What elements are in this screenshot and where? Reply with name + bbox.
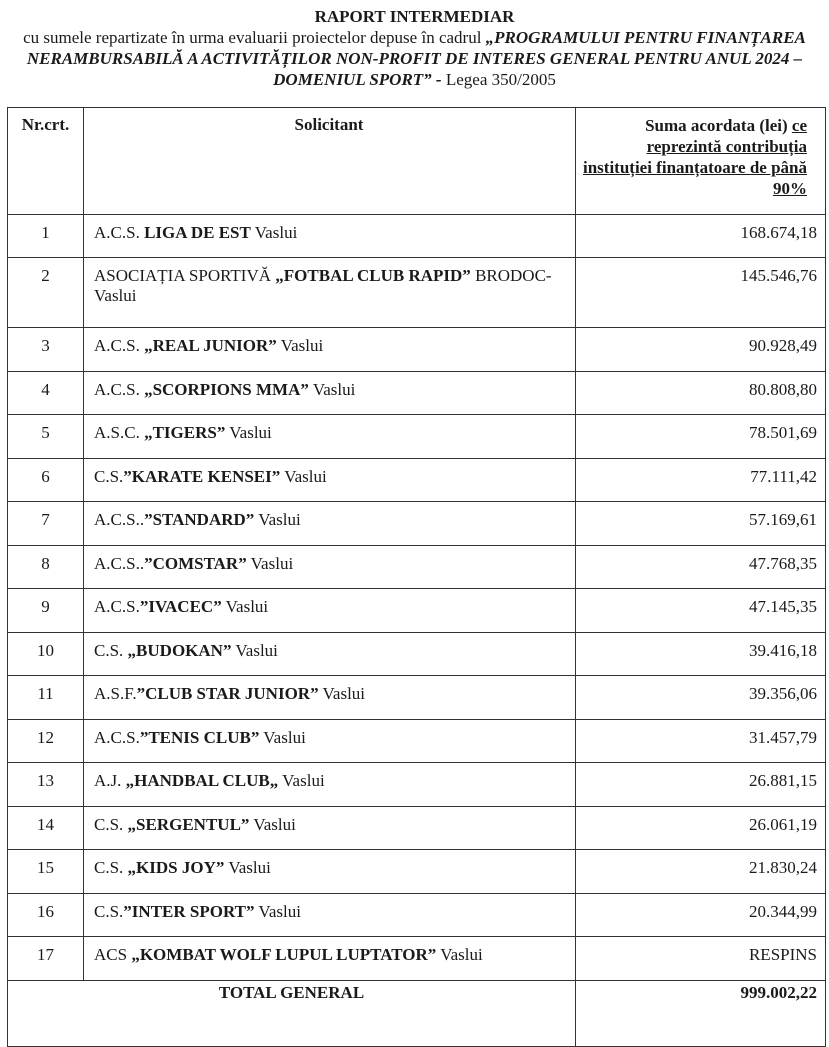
table-row [8, 458, 826, 502]
row-amount: 57.169,61 [576, 502, 826, 546]
row-solicitant [84, 719, 576, 763]
solicitant-name: ”COMSTAR” [144, 553, 247, 573]
row-solicitant [84, 893, 576, 937]
solicitant-prefix: C.S. [94, 466, 124, 486]
row-amount: 47.145,35 [576, 589, 826, 633]
solicitant-suffix: Vaslui [221, 597, 269, 616]
solicitant-prefix: A.C.S.. [94, 510, 145, 529]
solicitant-suffix: Vaslui [254, 901, 301, 921]
solicitant-suffix: Vaslui [246, 553, 294, 573]
row-number: 3 [8, 328, 84, 372]
col-header-suma-note: ce reprezintă contribuția instituției finanțatoare de până 90% [582, 116, 807, 198]
solicitant-suffix: Vaslui [280, 466, 327, 486]
solicitant-name: ”STANDARD” [144, 510, 255, 529]
solicitant-suffix: Vaslui [231, 640, 278, 660]
table-row [8, 258, 826, 328]
table-row [8, 328, 826, 372]
row-amount: 90.928,49 [576, 328, 826, 372]
solicitant-suffix: Vaslui [224, 858, 271, 877]
row-solicitant [84, 850, 576, 894]
solicitant-prefix: A.S.F. [94, 684, 137, 703]
solicitant-suffix: Vaslui [259, 727, 306, 747]
row-solicitant [84, 258, 576, 328]
row-number: 13 [8, 763, 84, 807]
row-number: 6 [8, 458, 84, 502]
row-number: 12 [8, 719, 84, 763]
table-row [8, 719, 826, 763]
solicitant-suffix: Vaslui [318, 684, 366, 703]
row-solicitant [84, 502, 576, 546]
row-solicitant [84, 215, 576, 258]
solicitant-suffix: Vaslui [278, 771, 325, 790]
row-solicitant [84, 415, 576, 459]
solicitant-suffix: Vaslui [308, 379, 356, 399]
solicitant-prefix: A.S.C. [94, 423, 145, 442]
solicitant-name: „SERGENTUL” [127, 814, 250, 834]
solicitant-suffix: Vaslui [250, 223, 298, 242]
col-header-solicitant: Solicitant [84, 108, 576, 215]
row-solicitant [84, 763, 576, 807]
solicitant-suffix: Vaslui [249, 814, 296, 834]
row-number: 14 [8, 806, 84, 850]
row-solicitant [84, 589, 576, 633]
total-label: TOTAL GENERAL [8, 980, 576, 1046]
solicitant-name: ”INTER SPORT” [123, 901, 255, 921]
row-solicitant [84, 371, 576, 415]
solicitant-name: ”KARATE KENSEI” [123, 466, 281, 486]
table-row [8, 806, 826, 850]
solicitant-prefix: C.S. [94, 640, 128, 660]
report-subtitle [5, 27, 825, 90]
solicitant-prefix: A.C.S. [94, 336, 145, 355]
row-amount: 31.457,79 [576, 719, 826, 763]
row-solicitant [84, 328, 576, 372]
subtitle-law: Legea 350/2005 [441, 70, 556, 89]
solicitant-prefix: ACS [94, 945, 132, 964]
table-row [8, 850, 826, 894]
solicitant-prefix: A.C.S. [94, 223, 145, 242]
table-row [8, 502, 826, 546]
row-number: 9 [8, 589, 84, 633]
solicitant-name: LIGA DE EST [144, 223, 251, 242]
solicitant-prefix: A.C.S. [94, 597, 140, 616]
solicitant-name: „KOMBAT WOLF LUPUL LUPTATOR” [131, 945, 437, 964]
row-amount: 39.356,06 [576, 676, 826, 720]
solicitant-suffix: Vaslui [276, 336, 324, 355]
row-solicitant [84, 632, 576, 676]
solicitant-suffix: Vaslui [254, 510, 301, 529]
funding-table [7, 107, 826, 1047]
row-number: 11 [8, 676, 84, 720]
row-solicitant [84, 545, 576, 589]
table-row [8, 937, 826, 981]
row-amount: 47.768,35 [576, 545, 826, 589]
solicitant-name: „KIDS JOY” [127, 858, 225, 877]
row-amount: 20.344,99 [576, 893, 826, 937]
table-row [8, 632, 826, 676]
solicitant-prefix: ASOCIAȚIA SPORTIVĂ [94, 266, 276, 285]
document-header [0, 0, 829, 90]
table-header-row [8, 108, 826, 215]
row-solicitant [84, 937, 576, 981]
col-header-suma-main: Suma acordata (lei) [645, 116, 792, 135]
row-amount: 21.830,24 [576, 850, 826, 894]
row-number: 5 [8, 415, 84, 459]
row-number: 16 [8, 893, 84, 937]
total-row [8, 980, 826, 1046]
solicitant-prefix: C.S. [94, 814, 128, 834]
solicitant-prefix: A.C.S. [94, 727, 140, 747]
solicitant-name: „FOTBAL CLUB RAPID” [275, 266, 471, 285]
row-number: 8 [8, 545, 84, 589]
total-sum: 999.002,22 [576, 980, 826, 1046]
row-amount: RESPINS [576, 937, 826, 981]
table-row [8, 415, 826, 459]
table-row [8, 215, 826, 258]
row-number: 1 [8, 215, 84, 258]
col-header-suma [576, 108, 826, 215]
solicitant-name: ”TENIS CLUB” [139, 727, 260, 747]
table-row [8, 589, 826, 633]
subtitle-program-name: „PROGRAMULUI PENTRU FINANȚAREA NERAMBURSABILĂ A ACTIVITĂȚILOR NON-PROFIT DE INTERES GENERAL PENTRU ANUL 2024 – DOMENIUL SPORT” - [26, 28, 806, 89]
solicitant-name: „HANDBAL CLUB„ [125, 771, 279, 790]
row-amount: 78.501,69 [576, 415, 826, 459]
table-row [8, 763, 826, 807]
solicitant-prefix: A.J. [94, 771, 126, 790]
row-solicitant [84, 806, 576, 850]
solicitant-suffix: Vaslui [436, 945, 483, 964]
subtitle-prefix: cu sumele repartizate în urma evaluarii proiectelor depuse în cadrul [23, 28, 486, 47]
solicitant-name: ”IVACEC” [139, 597, 222, 616]
solicitant-name: „TIGERS” [144, 423, 226, 442]
solicitant-suffix: BRODOC- Vaslui [94, 266, 552, 305]
solicitant-name: ”CLUB STAR JUNIOR” [136, 684, 319, 703]
row-amount: 39.416,18 [576, 632, 826, 676]
row-number: 7 [8, 502, 84, 546]
solicitant-name: „BUDOKAN” [127, 640, 232, 660]
table-row [8, 893, 826, 937]
row-solicitant [84, 676, 576, 720]
row-amount: 80.808,80 [576, 371, 826, 415]
solicitant-name: „SCORPIONS MMA” [144, 379, 309, 399]
row-amount: 168.674,18 [576, 215, 826, 258]
row-number: 17 [8, 937, 84, 981]
solicitant-prefix: A.C.S. [94, 379, 145, 399]
solicitant-prefix: C.S. [94, 858, 128, 877]
row-amount: 26.061,19 [576, 806, 826, 850]
col-header-nr: Nr.crt. [8, 108, 84, 215]
table-row [8, 676, 826, 720]
row-number: 15 [8, 850, 84, 894]
row-amount: 26.881,15 [576, 763, 826, 807]
table-row [8, 545, 826, 589]
row-solicitant [84, 458, 576, 502]
row-number: 2 [8, 258, 84, 328]
solicitant-name: „REAL JUNIOR” [144, 336, 277, 355]
solicitant-prefix: A.C.S.. [94, 553, 145, 573]
row-number: 10 [8, 632, 84, 676]
solicitant-prefix: C.S. [94, 901, 124, 921]
report-title: RAPORT INTERMEDIAR [314, 7, 515, 26]
table-row [8, 371, 826, 415]
solicitant-suffix: Vaslui [225, 423, 272, 442]
row-number: 4 [8, 371, 84, 415]
row-amount: 145.546,76 [576, 258, 826, 328]
row-amount: 77.111,42 [576, 458, 826, 502]
